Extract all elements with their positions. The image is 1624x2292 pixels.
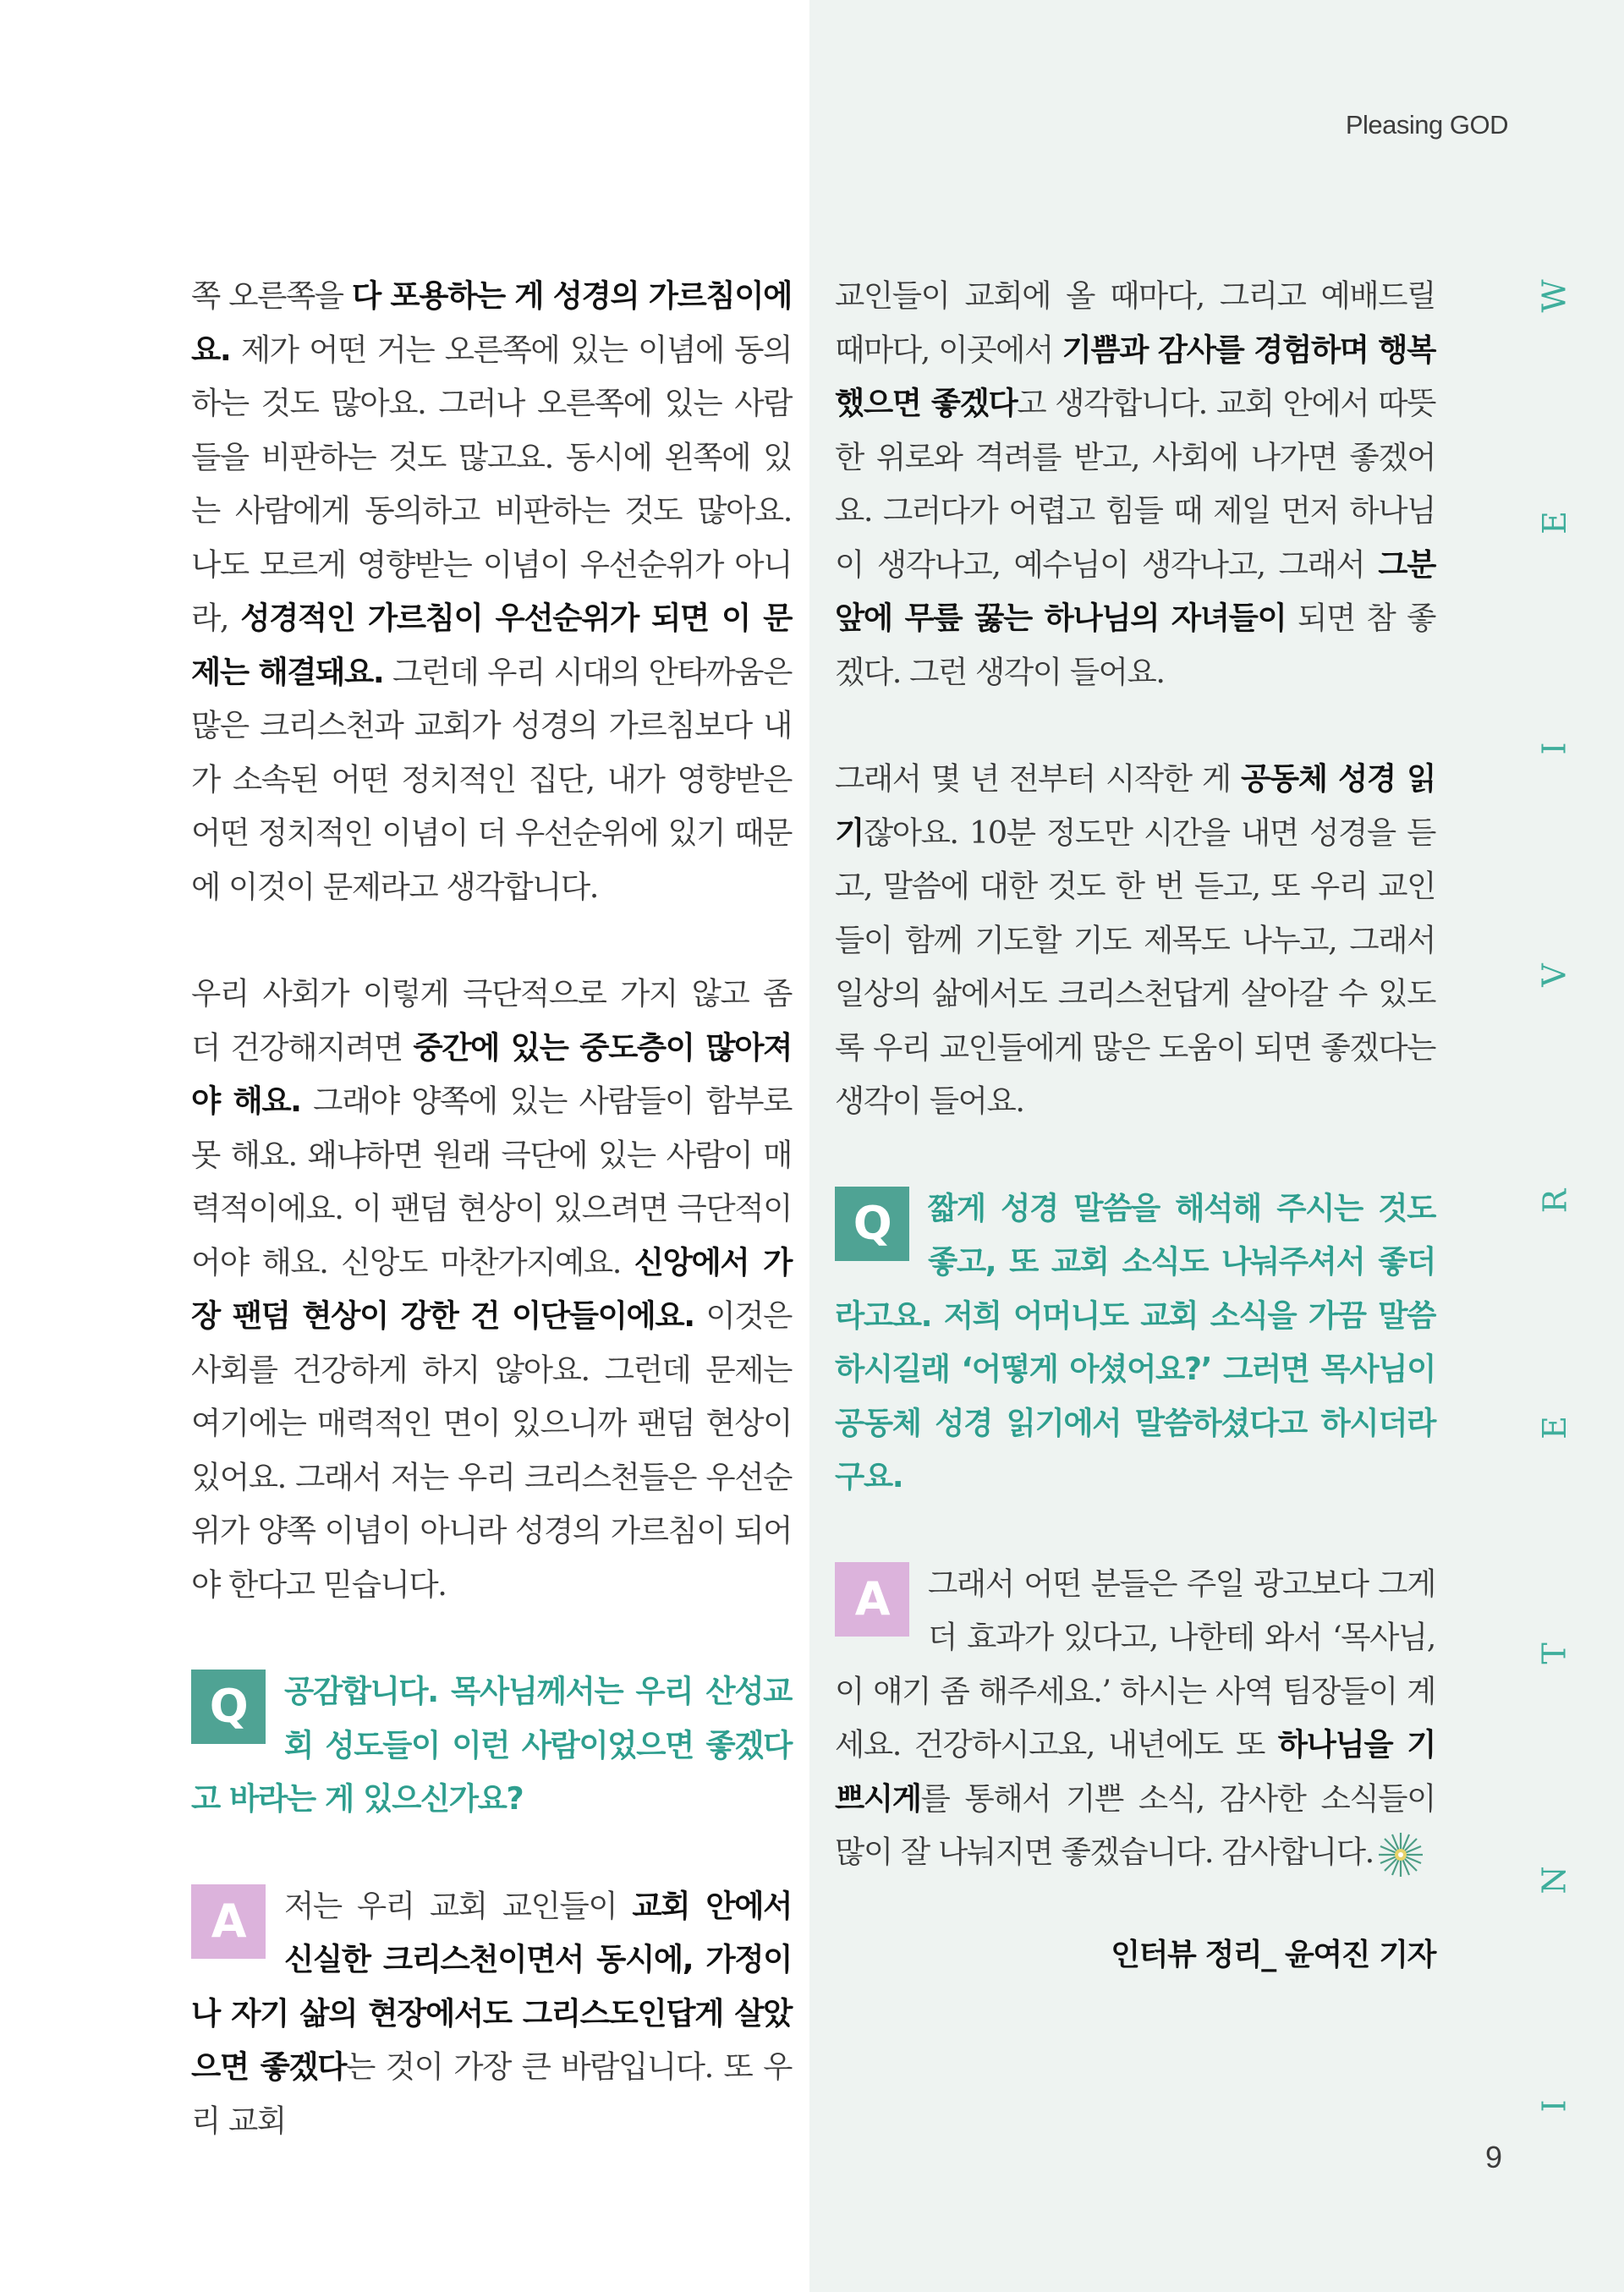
body-text: 그래서 어떤 분들은 주일 광고보다 그게 더 효과가 있다고, 나한테 와서 ‘목사님, 이 얘기 좀 해주세요.’ 하시는 사역 팀장들이 계세요. 건강하시고요, 내년에도 또: [835, 1565, 1435, 1763]
vertical-letter: T: [1535, 1642, 1573, 1664]
vertical-letter: R: [1536, 1188, 1573, 1214]
body-text: 그래야 양쪽에 있는 사람들이 함부로 못 해요. 왜냐하면 원래 극단에 있는 사람이 매력적이에요. 이 팬덤 현상이 있으려면 극단적이어야 해요. 신앙도 마찬가지예요.: [191, 1083, 792, 1280]
vertical-letter: I: [1535, 2099, 1573, 2113]
body-paragraph: [835, 269, 1435, 699]
question-badge: Q: [835, 1187, 909, 1261]
emphasis-text: 신앙에서 가장 팬덤 현상이 강한 건 이단들이에요.: [191, 1243, 792, 1334]
answer-badge: A: [835, 1562, 909, 1637]
body-paragraph: [191, 967, 792, 1611]
emphasis-text: 하나님을 기쁘시게: [835, 1726, 1435, 1817]
answer-text: [191, 1888, 792, 2139]
right-column: [835, 269, 1435, 1974]
emphasis-text: 공동체 성경 읽기: [835, 760, 1435, 851]
vertical-letter: I: [1535, 742, 1573, 755]
emphasis-text: 그분 앞에 무릎 꿇는 하나님의 자녀들이: [835, 546, 1435, 636]
body-text: 고 생각합니다. 교회 안에서 따뜻한 위로와 격려를 받고, 사회에 나가면 좋겠어요. 그러다가 어렵고 힘들 때 제일 먼저 하나님이 생각나고, 예수님이 생각나고, 그래서: [835, 385, 1435, 583]
vertical-interview-label: [1535, 279, 1573, 2123]
question-text: 공감합니다. 목사님께서는 우리 산성교회 성도들이 이런 사람이었으면 좋겠다고 바라는 게 있으신가요?: [191, 1673, 792, 1817]
flourish-icon: [1375, 1829, 1426, 1880]
answer-block: [835, 1557, 1435, 1880]
emphasis-text: 교회 안에서 신실한 크리스천이면서 동시에, 가정이나 자기 삶의 현장에서도 그리스도인답게 살았으면 좋겠다: [191, 1887, 792, 2085]
question-block: [191, 1664, 792, 1826]
body-text: 우리 사회가 이렇게 극단적으로 가지 않고 좀 더 건강해지려면: [191, 975, 792, 1066]
vertical-letter: V: [1535, 962, 1573, 987]
body-text: 이것은 사회를 건강하게 하지 않아요. 그런데 문제는 여기에는 매력적인 면이 있으니까 팬덤 현상이 있어요. 그래서 저는 우리 크리스천들은 우선순위가 양쪽 이념이 아니라 성경의 가르침이 되어야 한다고 믿습니다.: [191, 1297, 793, 1603]
body-text: 그래서 몇 년 전부터 시작한 게: [835, 760, 1242, 797]
body-text: 를 통해서 기쁜 소식, 감사한 소식들이 많이 잘 나눠지면 좋겠습니다. 감사합니다.: [835, 1779, 1435, 1870]
vertical-letter: N: [1536, 1865, 1573, 1894]
vertical-letter: E: [1536, 510, 1573, 535]
left-column: [191, 269, 792, 2147]
body-text: 잖아요. 10분 정도만 시간을 내면 성경을 듣고, 말씀에 대한 것도 한 번 듣고, 또 우리 교인들이 함께 기도할 기도 제목도 나누고, 그래서 일상의 삶에서도 크리스천답게 살아갈 수 있도록 우리 교인들에게 많은 도움이 되면 좋겠다는 생각이 들어요.: [835, 814, 1435, 1119]
answer-block: [191, 1879, 792, 2148]
emphasis-text: 중간에 있는 중도층이 많아져야 해요.: [191, 1028, 792, 1119]
emphasis-text: 기쁨과 감사를 경험하며 행복했으면 좋겠다: [835, 331, 1435, 421]
answer-text: [835, 1565, 1435, 1871]
body-text: 제가 어떤 거는 오른쪽에 있는 이념에 동의하는 것도 많아요. 그러나 오른쪽에 있는 사람들을 비판하는 것도 많고요. 동시에 왼쪽에 있는 사람에게 동의하고 비판하는 것도 많아요. 나도 모르게 영향받는 이념이 우선순위가 아니라,: [191, 331, 792, 636]
vertical-letter: E: [1536, 1415, 1573, 1439]
vertical-letter: W: [1536, 279, 1573, 313]
question-text: 짧게 성경 말씀을 해석해 주시는 것도 좋고, 또 교회 소식도 나눠주셔서 좋더라고요. 저희 어머니도 교회 소식을 가끔 말씀하시길래 ‘어떻게 아셨어요?’ 그러면 목사님이 공동체 성경 읽기에서 말씀하셨다고 하시더라구요.: [835, 1189, 1435, 1494]
body-text: 교인들이 교회에 올 때마다, 그리고 예배드릴 때마다, 이곳에서: [835, 277, 1435, 368]
question-block: [835, 1182, 1435, 1504]
page-number: 9: [1485, 2140, 1503, 2174]
body-text: 그런데 우리 시대의 안타까움은 많은 크리스천과 교회가 성경의 가르침보다 내가 소속된 어떤 정치적인 집단, 내가 영향받은 어떤 정치적인 이념이 더 우선순위에 있기 때문에 이것이 문제라고 생각합니다.: [191, 653, 792, 905]
emphasis-text: 성경적인 가르침이 우선순위가 되면 이 문제는 해결돼요.: [191, 600, 793, 690]
body-text: 쪽 오른쪽을: [191, 277, 353, 314]
emphasis-text: 다 포용하는 게 성경의 가르침이에요.: [191, 277, 792, 368]
body-text: 저는 우리 교회 교인들이: [284, 1887, 633, 1924]
body-text: 는 것이 가장 큰 바람입니다. 또 우리 교회: [191, 2048, 792, 2139]
signature: 인터뷰 정리_ 윤여진 기자: [1111, 1937, 1435, 1972]
running-header: Pleasing GOD: [1345, 110, 1508, 140]
question-badge: Q: [191, 1670, 266, 1744]
body-text: 되면 참 좋겠다. 그런 생각이 들어요.: [835, 600, 1435, 690]
body-paragraph: [191, 269, 792, 913]
body-paragraph: [835, 752, 1435, 1128]
answer-badge: A: [191, 1884, 266, 1959]
